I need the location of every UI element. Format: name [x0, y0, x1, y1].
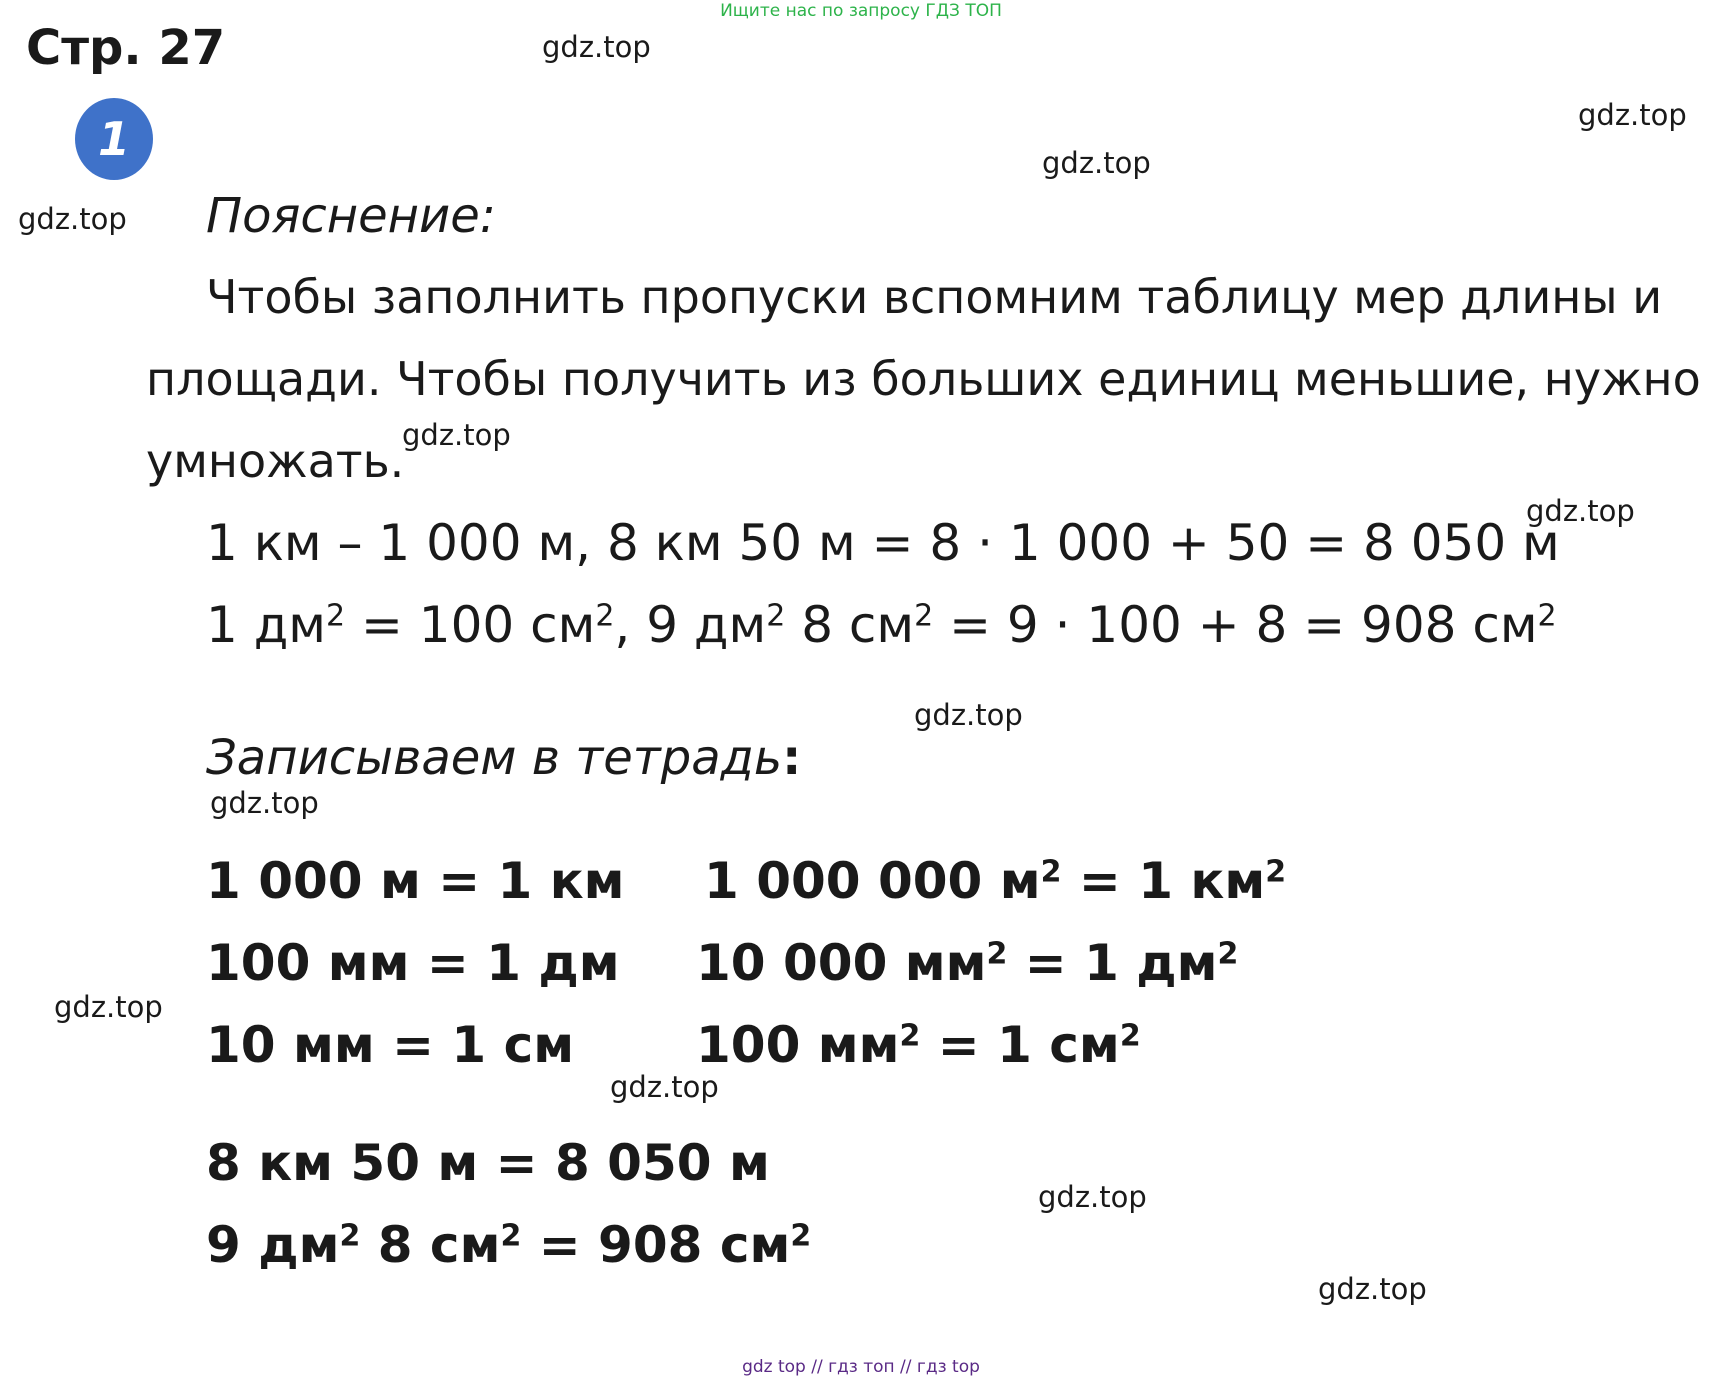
watermark: gdz.top	[1042, 146, 1151, 180]
watermark: gdz.top	[1578, 98, 1687, 132]
equation-length: 1 км – 1 000 м, 8 км 50 м = 8 · 1 000 + 50 = 8 050 м	[206, 514, 1560, 572]
top-search-note: Ищите нас по запросу ГДЗ ТОП	[720, 1, 1002, 21]
answer-right-1	[704, 852, 1286, 910]
watermark: gdz.top	[402, 418, 511, 452]
watermark: gdz.top	[18, 202, 127, 236]
watermark: gdz.top	[54, 990, 163, 1024]
eq-part: , 9 дм	[614, 596, 767, 654]
exponent: 2	[500, 1218, 522, 1254]
exponent: 2	[766, 598, 786, 634]
notebook-heading-text: Записываем в тетрадь	[206, 730, 783, 786]
exponent: 2	[339, 1218, 361, 1254]
exponent: 2	[1217, 936, 1239, 972]
watermark: gdz.top	[1526, 494, 1635, 528]
task-number-badge	[75, 98, 153, 180]
ans-part: 10 000 мм	[696, 934, 987, 992]
equation-area	[206, 596, 1557, 654]
eq-part: 8 см	[785, 596, 915, 654]
ans-part: = 1 дм	[1007, 934, 1218, 992]
explanation-line-1: Чтобы заполнить пропуски вспомним таблицу мер длины и	[206, 270, 1663, 324]
exponent: 2	[595, 598, 615, 634]
watermark: gdz.top	[210, 786, 319, 820]
exponent: 2	[790, 1218, 812, 1254]
res-part: 9 дм	[206, 1216, 340, 1274]
exponent: 2	[1265, 854, 1287, 890]
watermark: gdz.top	[542, 30, 651, 64]
exponent: 2	[326, 598, 346, 634]
explanation-heading: Пояснение:	[206, 188, 496, 244]
answer-left-2: 100 мм = 1 дм	[206, 934, 620, 992]
eq-part: 1 дм	[206, 596, 326, 654]
watermark: gdz.top	[1038, 1180, 1147, 1214]
ans-part: 1 000 000 м	[704, 852, 1041, 910]
answer-left-1: 1 000 м = 1 км	[206, 852, 625, 910]
answer-right-2	[696, 934, 1238, 992]
exponent: 2	[1537, 598, 1557, 634]
ans-part: = 1 см	[920, 1016, 1120, 1074]
exponent: 2	[914, 598, 934, 634]
ans-part: = 1 км	[1061, 852, 1266, 910]
answer-left-3: 10 мм = 1 см	[206, 1016, 575, 1074]
exponent: 2	[899, 1018, 921, 1054]
exponent: 2	[1119, 1018, 1141, 1054]
explanation-line-3: умножать.	[146, 434, 405, 488]
ans-part: 100 мм	[696, 1016, 900, 1074]
res-part: 8 см	[360, 1216, 501, 1274]
exponent: 2	[986, 936, 1008, 972]
eq-part: = 100 см	[345, 596, 596, 654]
watermark: gdz.top	[1318, 1272, 1427, 1306]
eq-part: = 9 · 100 + 8 = 908 см	[933, 596, 1538, 654]
footer-links: gdz top // гдз топ // гдз top	[742, 1357, 980, 1377]
task-number: 1	[97, 112, 130, 166]
result-length: 8 км 50 м = 8 050 м	[206, 1134, 770, 1192]
result-area	[206, 1216, 811, 1274]
explanation-line-2: площади. Чтобы получить из больших единиц меньшие, нужно	[146, 352, 1701, 406]
answer-right-3	[696, 1016, 1141, 1074]
notebook-heading-colon: :	[782, 730, 802, 786]
watermark: gdz.top	[610, 1070, 719, 1104]
notebook-heading	[206, 730, 801, 786]
res-part: = 908 см	[521, 1216, 791, 1274]
page-title: Стр. 27	[26, 20, 226, 76]
exponent: 2	[1040, 854, 1062, 890]
watermark: gdz.top	[914, 698, 1023, 732]
